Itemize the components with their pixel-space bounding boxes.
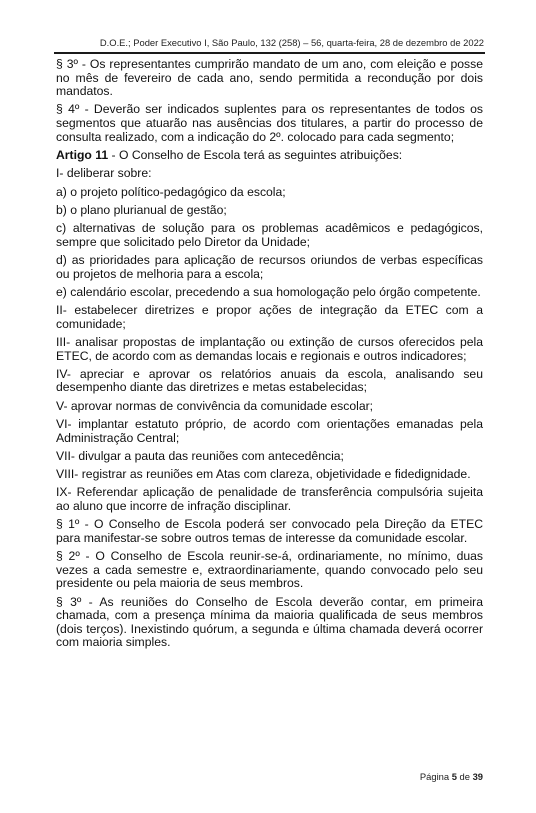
page-label: Página bbox=[419, 771, 452, 782]
item-e: e) calendário escolar, precedendo a sua homologação pelo órgão competente. bbox=[56, 284, 481, 299]
item-a: a) o projeto político-pedagógico da escola; bbox=[56, 184, 286, 199]
item-ii: II- estabelecer diretrizes e propor ações de integração da ETEC com a comunidade; bbox=[56, 303, 483, 331]
page-header: D.O.E.; Poder Executivo I, São Paulo, 132 (258) – 56, quarta-feira, 28 de dezembro de 2022 bbox=[99, 37, 484, 48]
paragraph-artigo-11 bbox=[56, 149, 483, 163]
item-viii: VIII- registrar as reuniões em Atas com clareza, objetividade e fidedignidade. bbox=[56, 467, 471, 482]
paragraph-paragrafo-2-reunioes: § 2º - O Conselho de Escola reunir-se-á, ordinariamente, no mínimo, duas vezes a cada semestre e, extraordinariamente, quando convocado pelo seu presidente ou pela maioria de seus membros. bbox=[56, 549, 483, 591]
item-iii: III- analisar propostas de implantação ou extinção de cursos oferecidos pela ETEC, de acordo com as demandas locais e regionais e outros indicadores; bbox=[56, 334, 483, 363]
item-v: V- aprovar normas de convivência da comunidade escolar; bbox=[56, 398, 374, 413]
item-b: b) o plano plurianual de gestão; bbox=[56, 202, 227, 217]
current-page-number: 5 bbox=[451, 771, 457, 782]
item-c: c) alternativas de solução para os problemas acadêmicos e pedagógicos, sempre que solicitado pelo Diretor da Unidade; bbox=[56, 221, 483, 249]
header-divider bbox=[54, 52, 485, 54]
item-iv: IV- apreciar e aprovar os relatórios anuais da escola, analisando seu desempenho diante das diretrizes e metas estabelecidas; bbox=[56, 366, 483, 395]
item-d: d) as prioridades para aplicação de recursos oriundos de verbas específicas ou projetos de melhoria para a escola; bbox=[56, 252, 483, 281]
paragraph-paragrafo-4-suplentes: § 4º - Deverão ser indicados suplentes para os representantes de todos os segmentos que atuarão nas ausências dos titulares, a partir do processo de consulta realizado, com a indicação do 2º. colocado para cada segmento; bbox=[56, 102, 483, 144]
paragraph-paragrafo-1-convocacao: § 1º - O Conselho de Escola poderá ser convocado pela Direção da ETEC para manifestar-se sobre outros temas de interesse da comunidade escolar. bbox=[56, 517, 483, 545]
item-vii: VII- divulgar a pauta das reuniões com antecedência; bbox=[56, 448, 344, 463]
article-heading: Artigo 11 bbox=[56, 147, 109, 162]
item-vi: VI- implantar estatuto próprio, de acordo com orientações emanadas pela Administração Central; bbox=[56, 417, 483, 445]
document-body bbox=[56, 58, 483, 655]
total-pages-number: 39 bbox=[472, 771, 483, 782]
item-i-deliberar: I- deliberar sobre: bbox=[56, 166, 152, 181]
paragraph-paragrafo-3-quorum: § 3º - As reuniões do Conselho de Escola deverão contar, em primeira chamada, com a presença mínima da maioria qualificada de seus membros (dois terços). Inexistindo quórum, a segunda e última chamada deverá ocorrer com maioria simples. bbox=[56, 594, 483, 650]
paragraph-paragrafo-3-mandato: § 3º - Os representantes cumprirão mandato de um ano, com eleição e posse no mês de fevereiro de cada ano, sendo permitida a recondução por dois mandatos. bbox=[56, 57, 483, 99]
page-separator: de bbox=[456, 771, 473, 782]
page-footer bbox=[420, 771, 483, 782]
item-ix: IX- Referendar aplicação de penalidade de transferência compulsória sujeita ao aluno que incorre de infração disciplinar. bbox=[56, 485, 483, 514]
article-text: - O Conselho de Escola terá as seguintes atribuições: bbox=[108, 147, 403, 162]
